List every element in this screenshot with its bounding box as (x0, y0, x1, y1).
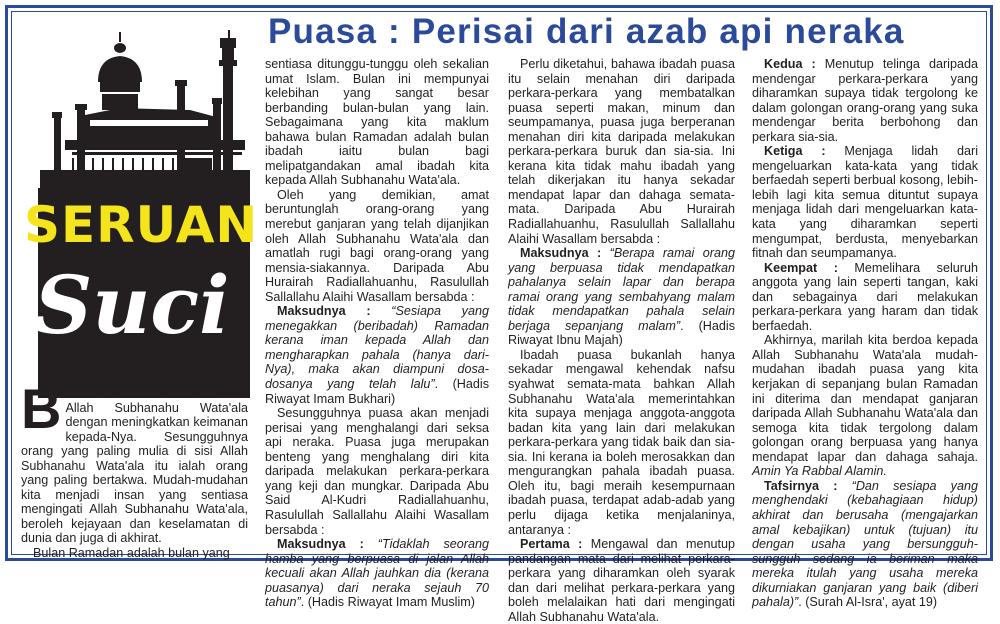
item-label: Kedua : (764, 57, 816, 71)
item-text: Memelihara seluruh anggota yang lain seperti tangan, kaki dan sebagainya dari melakukan perkara-perkara yang haram dan tidak berfaedah. (752, 260, 978, 333)
paragraph-text: kita ke hadrat Allah Subhanahu Wata'ala dengan meningkatkan keimanan kepada-Nya. Sesungguhnya orang yang paling mulia di sisi Allah Subhanahu Wata'ala itu ialah orang yang paling bertakwa. Mudah-mudahan kita menjadi insan yang sentiasa mengingati Allah Subhanahu Wata'ala, beroleh kejayaan dan keselamatan di dunia dan juga di akhirat. (21, 386, 248, 546)
opening-paragraph (21, 377, 248, 546)
list-item-third (752, 144, 978, 260)
article-column-4 (752, 57, 978, 610)
list-item-first (508, 537, 735, 624)
quote-text: “Tidaklah seorang hamba yang berpuasa di jalan Allah kecuali akan Allah jauhkan dia (kerana puasanya) dari neraka sejauh 70 tahun” (265, 537, 489, 610)
article-column-2 (265, 57, 489, 610)
quote-source: . (Hadis Riwayat Ibnu Majah) (508, 318, 735, 348)
quote-label: Maksudnya : (277, 304, 371, 319)
paragraph: Ibadah puasa bukanlah hanya sekadar mengawal kehendak nafsu syahwat semata-mata bahkan Allah Subhanahu Wata'ala memerintahkan kita supaya menjaga anggota-anggota badan kita yang lain dari melakukan perkara-perkara yang tidak baik dan sia-sia. Ini kerana ia boleh merosakkan dan mengurangkan pahala ibadah puasa. Oleh itu, bagi meraih kesempurnaan ibadah puasa, terdapat adab-adab yang perlu dijaga ketika menjalaninya, antaranya : (508, 347, 735, 537)
item-text: Menutup telinga daripada mendengar perkara-perkara yang diharamkan supaya tidak tergolong ke dalam golongan orang-orang yang suka mendengar berita berbohong dan perkara sia-sia. (752, 57, 978, 144)
list-item-fourth (752, 261, 978, 334)
paragraph: Bulan Ramadan adalah bulan yang (33, 546, 230, 561)
paragraph: Sesungguhnya puasa akan menjadi perisai yang menghalangi dari seksa api neraka. Puasa juga merupakan benteng yang menghalang diri kita daripada melakukan perkara-perkara yang keji dan mungkar. Daripada Abu Said Al-Kudri Radiallahuanhu, Rasulullah Sallallahu Alaihi Wasallam bersabda : (265, 406, 489, 537)
item-label: Ketiga : (764, 144, 826, 159)
item-text: Menjaga lidah dari mengeluarkan kata-kata yang tidak berfaedah seperti berbual kosong, lebih-lebih lagi kita semua dituntut supaya menjaga lidah dari mengeluarkan kata-kata yang diharamkan seperti mengumpat, berdusta, menyebarkan fitnah dan seumpamanya. (752, 144, 978, 261)
logo-title-suci: Suci (34, 258, 230, 352)
paragraph-text: Akhirnya, marilah kita berdoa kepada Allah Subhanahu Wata'ala mudah-mudahan ibadah puasa yang kita kerjakan di sepanjang bulan Ramadan ini diterima dan mendapat ganjaran daripada Allah Subhanahu Wata'ala dan semoga kita tidak tergolong dalam golongan orang berpuasa yang hanya mendapat lapar dan dahaga sahaja. (752, 333, 978, 464)
hadith-quote (508, 246, 735, 348)
mosque-silhouette-icon (20, 20, 250, 190)
quote-label: Maksudnya : (520, 246, 602, 261)
quote-label: Maksudnya : (277, 537, 364, 552)
item-label: Pertama : (520, 537, 583, 552)
quote-label: Tafsirnya : (764, 478, 838, 493)
closing-paragraph (752, 333, 978, 478)
hadith-quote (265, 537, 489, 610)
article-headline: Puasa : Perisai dari azab api neraka (268, 12, 905, 51)
quote-source: . (Hadis Riwayat Imam Muslim) (300, 595, 475, 610)
closing-prayer: Amin Ya Rabbal Alamin. (752, 464, 887, 479)
drop-cap: B (21, 377, 62, 440)
logo-title-seruan: SERUAN (24, 196, 259, 254)
paragraph: Perlu diketahui, bahawa ibadah puasa itu selain menahan diri daripada perkara-perkara yang membatalkan puasa seperti makan, minum dan seumpamanya, puasa juga berperanan menahan diri kita daripada melakukan perkara-perkara buruk dan sia-sia. Ini kerana kita tidak mahu ibadah yang telah dikerjakan itu hanya sekadar mendapat lapar dan dahaga semata-mata. Daripada Abu Hurairah Radiallahuanhu, Rasulullah Sallallahu Alaihi Wasallam bersabda : (508, 57, 735, 246)
quote-text: “Berapa ramai orang yang berpuasa tidak mendapatkan pahalanya selain lapar dan berapa ramai orang yang sembahyang malam tidak mendapatkan pahala selain berjaga sepanjang malam” (508, 246, 735, 333)
tafsir-quote (752, 479, 978, 610)
item-text: Mengawal dan menutup pandangan mata dari melihat perkara-perkara yang diharamkan oleh syarak dan dari melihat perkara-perkara yang boleh melalaikan hati dari mengingati Allah Subhanahu Wata'ala. (508, 537, 735, 624)
quote-source: . (Hadis Riwayat Imam Bukhari) (265, 377, 490, 406)
paragraph: sentiasa ditunggu-tunggu oleh sekalian umat Islam. Bulan ini mempunyai kelebihan yang sangat besar berbanding bulan-bulan yang lain. Sebagaimana yang kita maklum bahawa bulan Ramadan adalah bulan ibadah iaitu bulan bagi melipatgandakan amal ibadah kita kepada Allah Subhanahu Wata'ala. (265, 57, 489, 188)
lead-word: ERTAKWALAH (65, 386, 155, 400)
paragraph: Oleh yang demikian, amat beruntunglah orang-orang yang merebut ganjaran yang telah dijanjikan oleh Allah Subhanahu Wata'ala dan amatlah rugi bagi orang-orang yang mensia-siakannya. Daripada Abu Hurairah Radiallahuanhu, Rasulullah Sallallahu Alaihi Wasallam bersabda : (265, 187, 489, 304)
quote-text: “Sesiapa yang menegakkan (beribadah) Ramadan kerana iman kepada Allah dan mengharapkan pahala (hanya dari-Nya), maka akan diampuni dosa-dosanya yang telah lalu” (265, 304, 489, 392)
quote-source: . (Surah Al-Isra', ayat 19) (798, 595, 938, 610)
hadith-quote (265, 304, 489, 406)
article-column-1 (21, 377, 248, 561)
list-item-second (752, 57, 978, 144)
quote-text: “Dan sesiapa yang menghendaki (kebahagiaan hidup) akhirat dan berusaha (mengajarkan amal kebajikan) untuk (tujuan) itu dengan usaha yang bersungguh-sungguh sedang ia beriman maka mereka itulah yang usaha mereka dikurniakan ganjaran yang baik (diberi pahala)” (752, 478, 978, 610)
item-label: Keempat : (764, 260, 838, 275)
article-column-3 (508, 57, 735, 624)
